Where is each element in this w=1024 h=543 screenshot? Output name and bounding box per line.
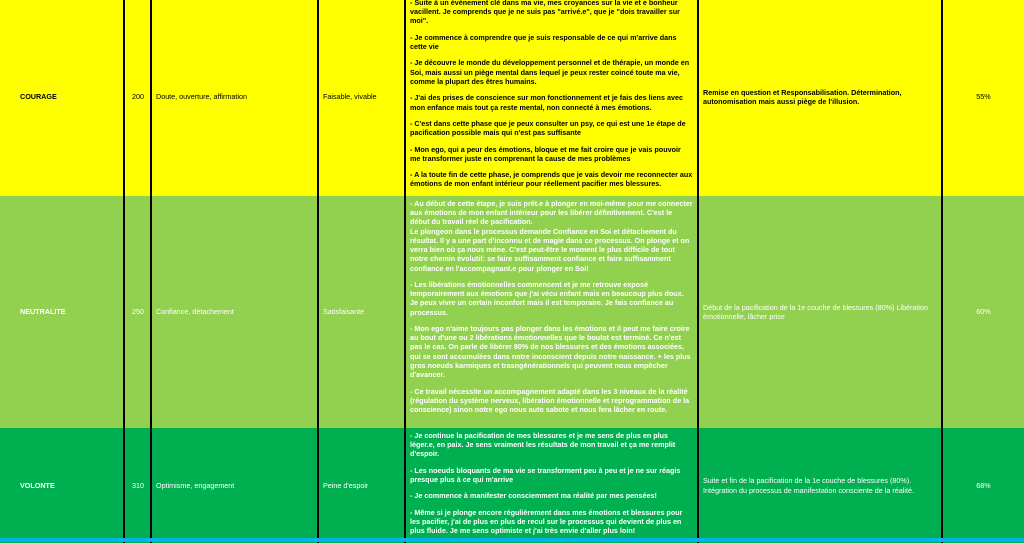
emotions-cell: Confiance, détachement [151, 196, 318, 428]
description-paragraph: - J'ai des prises de conscience sur mon fonctionnement et je fais des liens avec mon enfance mais tout ça reste mental, non connecté à mes émotions. [410, 93, 683, 112]
description-paragraph: - Je commence à manifester consciemment ma réalité par mes pensées! [410, 491, 657, 501]
percent-cell: 60% [942, 196, 1024, 428]
summary-cell: Remise en question et Responsabilisation. Détermination, autonomisation mais aussi piège de l'illusion. [698, 0, 942, 196]
description-paragraph: - Les noeuds bloquants de ma vie se transforment peu à peu et je ne sur réagis presque plus à ce qui m'arrive [410, 465, 681, 485]
percent-cell: 55% [942, 0, 1024, 196]
description-paragraph: - Suite à un évènement clé dans ma vie, mes croyances sur la vie et e bonheur vacillent. Je comprends que je ne suis pas "arrivé.e", que je "dois travailler sur moi". [410, 0, 680, 26]
description-paragraph: - Mon ego n'aime toujours pas plonger dans les émotions et il peut me faire croire au bout d'une ou 2 libérations émotionnelles que le boulot est terminé. Ce n'est pas le cas. On parle de libérer 80% de nos blessures et des émotions associées, qui se sont accumulées dans notre inconscient depuis notre naissance. + les plus gros noeuds karmiques et trasngénérationnels qui peuvent nous empêcher d'avancer. [410, 324, 691, 380]
description-paragraph: - Les libérations émotionnelles commencent et je me retrouve exposé temporairement aux émotions que j'ai vécu enfant mais en beaucoup plus doux. Je peux vivre un certain inconfort mais il est temporaire. Je fais confiance au processus. [410, 279, 684, 317]
emotions-cell: Doute, ouverture, affirmation [151, 0, 318, 196]
description-paragraph: - Mon ego, qui a peur des émotions, bloque et me fait croire que je vais pouvoir me transformer juste en comprenant la cause de mes problèmes [410, 144, 681, 163]
table-row [0, 0, 1024, 196]
value-cell: 250 [124, 196, 151, 428]
summary-cell: Début de la pacification de la 1e couche de blessures (80%) Libération émotionnelle, lâcher prise [698, 196, 942, 428]
description-paragraph: - A la toute fin de cette phase, je comprends que je vais devoir me reconnecter aux émotions de mon enfant intérieur pour réellement pacifier mes blessures. [410, 170, 693, 189]
description-paragraph: - Je découvre le monde du développement personnel et de thérapie, un monde en Soi, mais aussi un piège mental dans lequel je peux rester coincé toute ma vie, comme la plupart des êtres humains. [410, 58, 690, 86]
description-cell [405, 0, 698, 196]
description-paragraph: - Je continue la pacification de mes blessures et je me sens de plus en plus léger.e, en paix. Je sens vraiment les résultats de mon travail et ça me remplit d'espoir. [410, 431, 676, 459]
summary-cell: Suite et fin de la pacification de la 1e couche de blessures (80%). Intégration du processus de manifestation consciente de la réalité. [698, 428, 942, 543]
perception-cell: Peine d'espoir [318, 428, 405, 543]
perception-cell: Satisfaisante [318, 196, 405, 428]
value-cell: 200 [124, 0, 151, 196]
percent-cell: 68% [942, 428, 1024, 543]
table-row [0, 428, 1024, 543]
level-cell: COURAGE [0, 0, 124, 196]
description-paragraph: - Même si je plonge encore régulièrement dans mes émotions et blessures pour les pacifier, j'ai de plus en plus de recul sur le processus qui devient de plus en plus fluide. Je me sens optimiste et j'ai très envie d'aller plus loin! [410, 507, 683, 536]
level-cell: NEUTRALITE [0, 196, 124, 428]
description-paragraph: - C'est dans cette phase que je peux consulter un psy, ce qui est une 1e étape de pacification possible mais qui n'est pas suffisante [410, 118, 686, 138]
perception-cell: Faisable, vivable [318, 0, 405, 196]
description-paragraph: - Ce travail nécessite un accompagnement adapté dans les 3 niveaux de la réalité (régulation du système nerveux, libération émotionnelle et reprogrammation de la conscience) sinon notre ego nous auto sabote et nous fera lâcher en route. [410, 386, 690, 414]
emotions-cell: Optimisme, engagement [151, 428, 318, 543]
description-paragraph: - Je commence à comprendre que je suis responsable de ce qui m'arrive dans cette vie [410, 32, 677, 52]
table-row [0, 196, 1024, 428]
level-cell: VOLONTE [0, 428, 124, 543]
value-cell: 310 [124, 428, 151, 543]
next-row-strip [0, 538, 1024, 542]
description-cell [405, 196, 698, 428]
description-cell [405, 428, 698, 543]
description-paragraph: - Au début de cette étape, je suis prêt.e à plonger en moi-même pour me connecter aux émotions de mon enfant intérieur pour les libérer définitivement. C'est le début du travail réel de pacification. Le plongeon dans le processus demande Confiance en Soi et détachement du résultat. Il y a une part d'inconnu et de magie dans ce processus. On plonge et on verra bien où ça nous mène. C'est peut-être le moment le plus difficile de tout notre chemin évolutif: se faire suffisamment confiance et faire suffisamment confiance en l'accompagnant.e pour plonger en Soi! [410, 199, 693, 273]
